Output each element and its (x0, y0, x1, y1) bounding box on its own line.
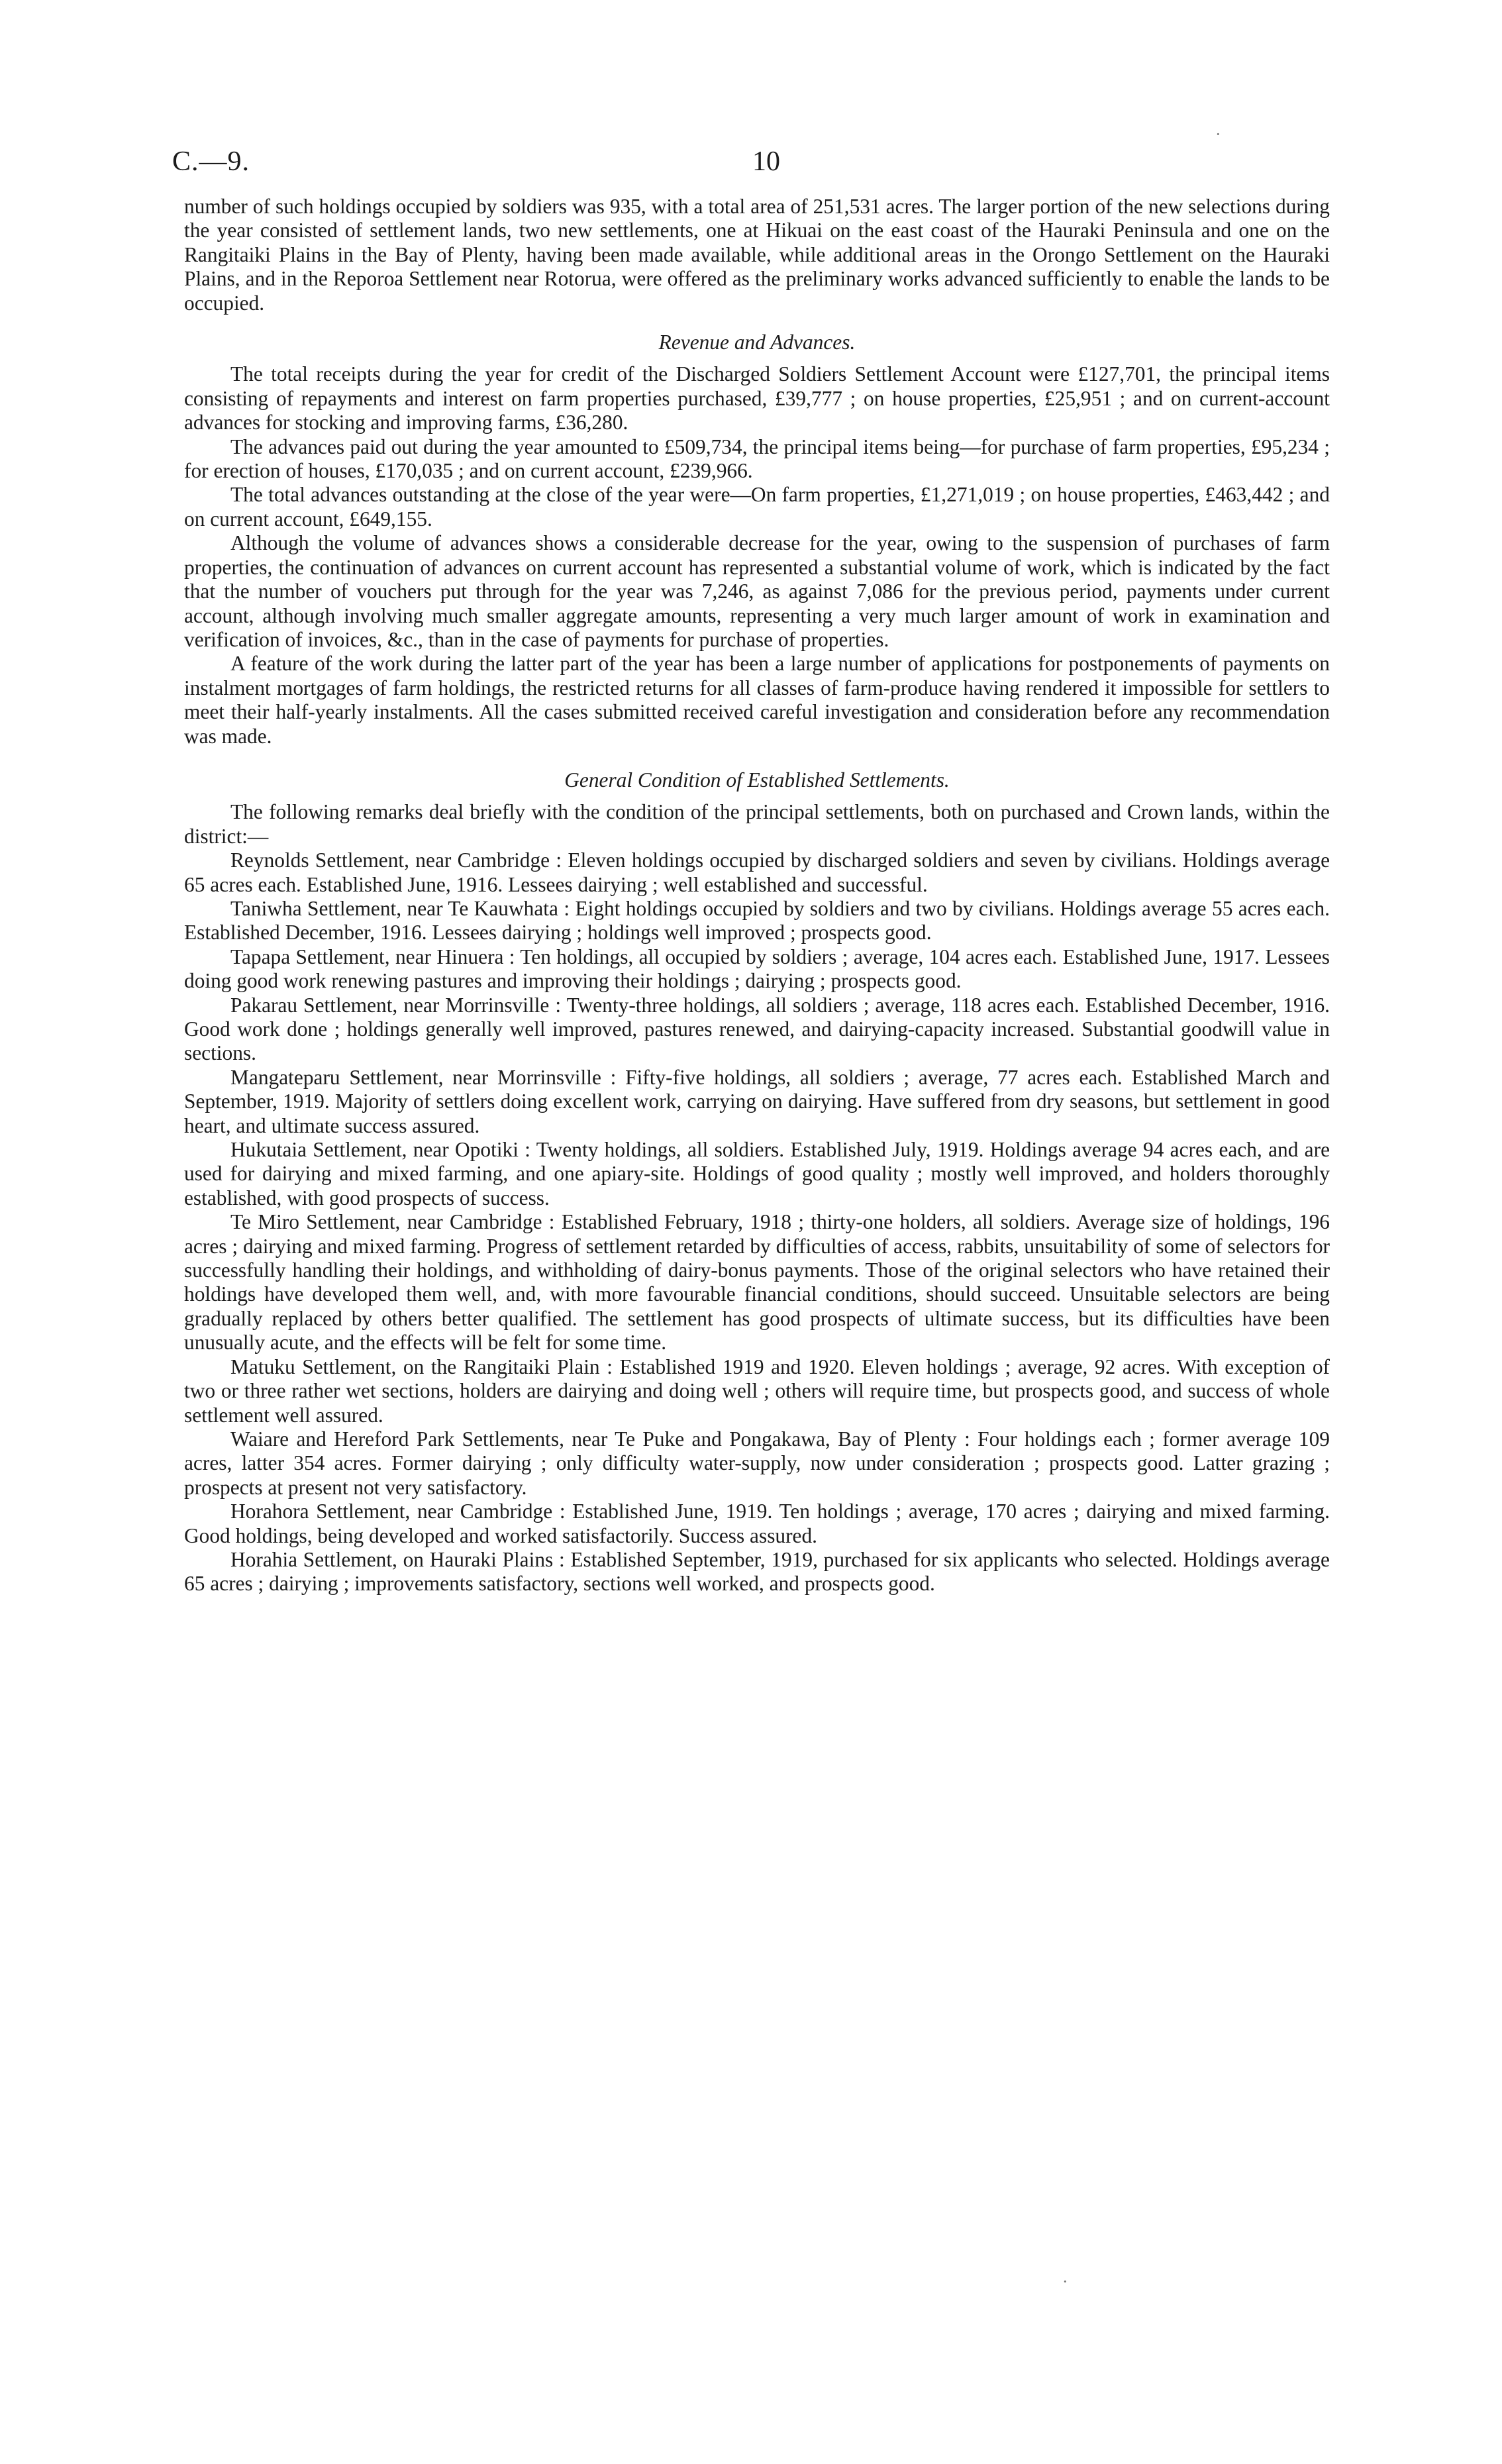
paragraph-te-miro-settlement: Te Miro Settlement, near Cambridge : Established February, 1918 ; thirty-one holders, all soldiers. Average size of holdings, 196 acres ; dairying and mixed farming. Progress of settlement retarded by difficulties of access, rabbits, unsuitability of some of selectors for successfully handling their holdings, and withholding of dairy-bonus payments. Those of the original selectors who have retained their holdings have developed them well, and, with more favourable financial conditions, should succeed. Unsuitable selectors are being gradually replaced by others better qualified. The settlement has good prospects of ultimate success, but its difficulties have been unusually acute, and the effects will be felt for some time. (184, 1210, 1330, 1355)
paragraph-advances-paid: The advances paid out during the year amounted to £509,734, the principal items being—for purchase of farm properties, £95,234 ; for erection of houses, £170,035 ; and on current account, £239,966. (184, 435, 1330, 483)
paragraph-volume-of-advances: Although the volume of advances shows a considerable decrease for the year, owing to the suspension of purchases of farm properties, the continuation of advances on current account has represented a substantial volume of work, which is indicated by the fact that the number of vouchers put through for the year was 7,246, as against 7,086 for the previous period, payments under current account, although involving much smaller aggregate amounts, representing a very much larger amount of work in examination and verification of invoices, &c., than in the case of payments for purchase of properties. (184, 531, 1330, 651)
paragraph-reynolds-settlement: Reynolds Settlement, near Cambridge : Eleven holdings occupied by discharged soldiers and seven by civilians. Holdings average 65 acres each. Established June, 1916. Lessees dairying ; well established and successful. (184, 848, 1330, 896)
paragraph-general-intro: The following remarks deal briefly with the condition of the principal settlements, both on purchased and Crown lands, within the district:— (184, 800, 1330, 848)
paragraph-mangateparu-settlement: Mangateparu Settlement, near Morrinsville : Fifty-five holdings, all soldiers ; average, 77 acres each. Established March and September, 1919. Majority of settlers doing excellent work, carrying on dairying. Have suffered from dry seasons, but settlement in good heart, and ultimate success assured. (184, 1065, 1330, 1137)
paragraph-postponements: A feature of the work during the latter part of the year has been a large number of applications for postponements of payments on instalment mortgages of farm holdings, the restricted returns for all classes of farm-produce having rendered it impossible for settlers to meet their half-yearly instalments. All the cases submitted received careful investigation and consideration before any recommendation was made. (184, 652, 1330, 748)
paragraph-waiare-hereford-settlements: Waiare and Hereford Park Settlements, near Te Puke and Pongakawa, Bay of Plenty : Four holdings each ; former average 109 acres, latter 354 acres. Former dairying ; only difficulty water-supply, now under consideration ; prospects good. Latter grazing ; prospects at present not very satisfactory. (184, 1427, 1330, 1499)
document-page (172, 146, 1330, 1596)
paragraph-hukutaia-settlement: Hukutaia Settlement, near Opotiki : Twenty holdings, all soldiers. Established July, 1919. Holdings average 94 acres each, and are used for dairying and mixed farming, and one apiary-site. Holdings of good quality ; mostly well improved, and holders thoroughly established, with good prospects of success. (184, 1138, 1330, 1209)
paragraph-continued: number of such holdings occupied by soldiers was 935, with a total area of 251,531 acres. The larger portion of the new selections during the year consisted of settlement lands, two new settlements, one at Hikuai on the east coast of the Hauraki Peninsula and one on the Rangitaiki Plains in the Bay of Plenty, having been made available, while additional areas in the Orongo Settlement on the Hauraki Plains, and in the Reporoa Settlement near Rotorua, were offered as the preliminary works advanced sufficiently to enable the lands to be occupied. (184, 195, 1330, 315)
paragraph-taniwha-settlement: Taniwha Settlement, near Te Kauwhata : Eight holdings occupied by soldiers and two by civilians. Holdings average 55 acres each. Established December, 1916. Lessees dairying ; holdings well improved ; prospects good. (184, 896, 1330, 945)
corner-mark-top: · (1215, 125, 1221, 144)
page-header (172, 146, 1330, 195)
paragraph-pakarau-settlement: Pakarau Settlement, near Morrinsville : Twenty-three holdings, all soldiers ; average, 118 acres each. Established December, 1916. Good work done ; holdings generally well improved, pastures renewed, and dairying-capacity increased. Substantial goodwill value in sections. (184, 993, 1330, 1065)
paragraph-matuku-settlement: Matuku Settlement, on the Rangitaiki Plain : Established 1919 and 1920. Eleven holdings ; average, 92 acres. With exception of two or three rather wet sections, holders are dairying and doing well ; others will require time, but prospects good, and success of whole settlement well assured. (184, 1355, 1330, 1427)
paragraph-receipts: The total receipts during the year for credit of the Discharged Soldiers Settlement Account were £127,701, the principal items consisting of repayments and interest on farm properties purchased, £39,777 ; on house properties, £25,951 ; and on current-account advances for stocking and improving farms, £36,280. (184, 362, 1330, 435)
corner-mark-bottom: · (1062, 2272, 1068, 2291)
document-code: C.—9. (172, 146, 250, 177)
paragraph-horahia-settlement: Horahia Settlement, on Hauraki Plains : Established September, 1919, purchased for six applicants who selected. Holdings average 65 acres ; dairying ; improvements satisfactory, sections well worked, and prospects good. (184, 1547, 1330, 1596)
paragraph-tapapa-settlement: Tapapa Settlement, near Hinuera : Ten holdings, all occupied by soldiers ; average, 104 acres each. Established June, 1917. Lessees doing good work renewing pastures and improving their holdings ; dairying ; prospects good. (184, 945, 1330, 993)
paragraph-advances-outstanding: The total advances outstanding at the close of the year were—On farm properties, £1,271,019 ; on house properties, £463,442 ; and on current account, £649,155. (184, 483, 1330, 531)
section-heading-revenue: Revenue and Advances. (658, 331, 856, 354)
paragraph-horahora-settlement: Horahora Settlement, near Cambridge : Established June, 1919. Ten holdings ; average, 170 acres ; dairying and mixed farming. Good holdings, being developed and worked satisfactorily. Success assured. (184, 1500, 1330, 1547)
page-number: 10 (752, 146, 780, 177)
section-heading-general-condition: General Condition of Established Settlements. (564, 768, 950, 792)
